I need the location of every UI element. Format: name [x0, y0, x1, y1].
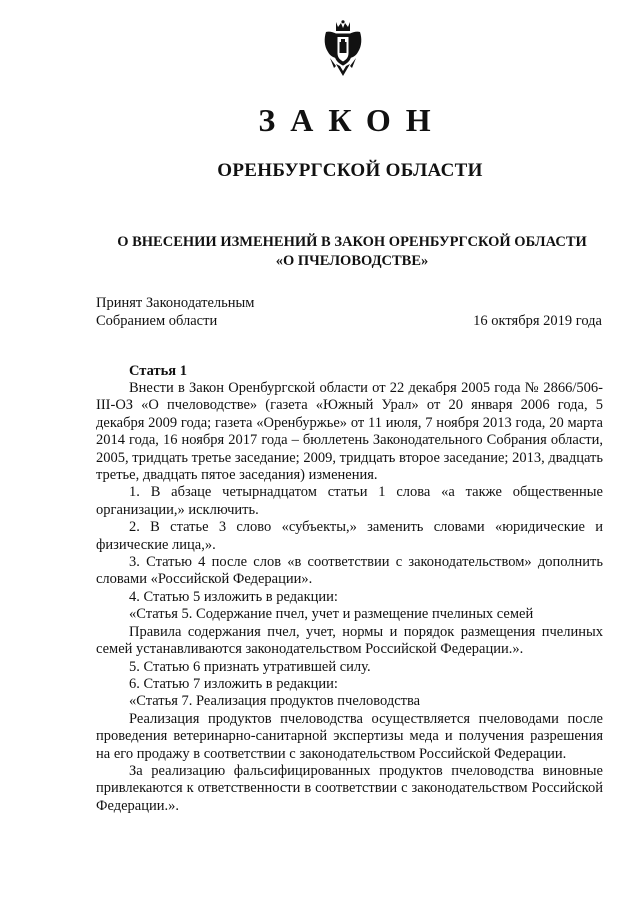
amendment-item-5: 5. Статью 6 признать утратившей силу.	[129, 658, 371, 675]
article-title: Статья 1	[129, 363, 187, 379]
amendment-item-1: 1. В абзаце четырнадцатом статьи 1 слова «а также общественные организации,» исключить.	[96, 484, 603, 518]
amendment-item-4-quote-body: Правила содержания пчел, учет, нормы и порядок размещения пчелиных семей устанавливаются законодательством Российской Федерации.».	[96, 623, 603, 658]
amendment-item-4: 4. Статью 5 изложить в редакции:	[129, 588, 338, 605]
amendment-item-2: 2. В статье 3 слово «субъекты,» заменить словами «юридические и физические лица,».	[96, 519, 603, 553]
document-subtitle: ОРЕНБУРГСКОЙ ОБЛАСТИ	[217, 160, 483, 181]
amendment-item-6: 6. Статью 7 изложить в редакции:	[129, 675, 338, 692]
adoption-date: 16 октября 2019 года	[473, 312, 602, 329]
amendment-item-6-quote-body-2: За реализацию фальсифицированных продуктов пчеловодства виновные привлекаются к ответственности в соответствии с законодательством Российской Федерации.».	[96, 762, 603, 814]
article-intro: Внести в Закон Оренбургской области от 22 декабря 2005 года № 2866/506-III-ОЗ «О пчеловодстве» (газета «Южный Урал» от 20 января 2006 года, 5 декабря 2009 года; газета «Оренбуржье» от 11 июля, 7 ноября 2013 года, 20 марта 2014 года, 16 ноября 2017 года – бюллетень Законодательного Собрания области, 2005, тридцать третье заседание; 2009, тридцать второе заседание; 2013, двадцать третье, двадцать пятое заседания) изменения.	[96, 380, 603, 484]
coat-of-arms-icon	[322, 20, 364, 80]
law-name	[96, 233, 608, 271]
law-name-line-1: О ВНЕСЕНИИ ИЗМЕНЕНИЙ В ЗАКОН ОРЕНБУРГСКОЙ ОБЛАСТИ	[117, 234, 587, 250]
law-name-line-2: «О ПЧЕЛОВОДСТВЕ»	[275, 253, 429, 269]
adoption-block	[96, 295, 608, 330]
amendment-item-3: 3. Статью 4 после слов «в соответствии с законодательством» дополнить словами «Российской Федерации».	[96, 554, 603, 588]
adoption-line-2: Собранием области	[96, 312, 218, 329]
article-body	[96, 380, 603, 815]
adoption-line-1: Принят Законодательным	[96, 295, 255, 311]
amendment-item-6-quote-title: «Статья 7. Реализация продуктов пчеловодства	[129, 693, 421, 710]
amendment-item-6-quote-body-1: Реализация продуктов пчеловодства осуществляется пчеловодами после проведения ветеринарно-санитарной экспертизы меда и получения разрешения на его продажу в соответствии с законодательством Российской Федерации.	[96, 710, 603, 762]
amendment-item-4-quote-title: «Статья 5. Содержание пчел, учет и размещение пчелиных семей	[129, 606, 534, 623]
document-title: ЗАКОН	[258, 102, 446, 138]
